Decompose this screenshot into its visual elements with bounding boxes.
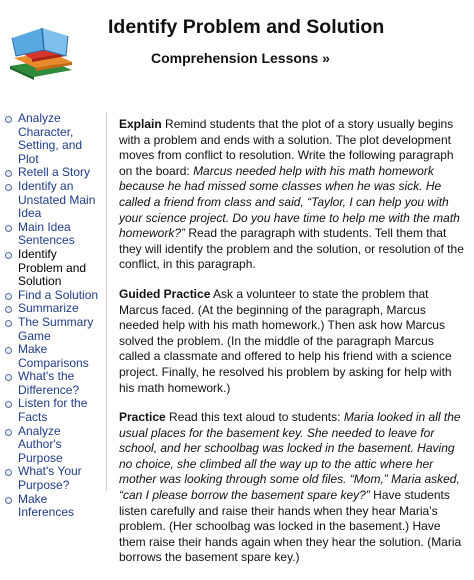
sidebar-item-label[interactable]: Make Comparisons	[18, 342, 89, 370]
sidebar-item-make-comparisons[interactable]	[0, 343, 106, 370]
bullet-icon	[5, 293, 12, 300]
bullet-icon	[5, 116, 12, 123]
sidebar-item-main-idea-sentences[interactable]	[0, 221, 106, 248]
sidebar-item-label[interactable]: Identify Problem and Solution	[18, 246, 87, 289]
sidebar-item-authors-purpose[interactable]	[0, 425, 106, 466]
bullet-icon	[5, 347, 12, 354]
bullet-icon	[5, 374, 12, 381]
sidebar-item-retell-story[interactable]	[0, 166, 106, 180]
page-header	[0, 0, 474, 92]
practice-paragraph	[119, 410, 466, 566]
bullet-icon	[5, 497, 12, 504]
books-icon	[6, 20, 78, 80]
maria-paragraph: Maria looked in all the usual places for the basement key. She needed to leave for school, and her schoolbag was locked in the basement. Having no choice, she climbed all the way up to the attic where her mother was looking through some old files. “Mom,” Maria asked, “can I please borrow the basement spare key?”	[119, 410, 461, 503]
guided-practice-text: Ask a volunteer to state the problem that Marcus faced. (At the beginning of the paragraph, Marcus needed help with his math homework.) Then ask how Marcus solved the problem. (In the middle of the paragraph Marcus called a classmate and offered to help his friend with a science project. Finally, he resolved his problem by asking for help with his math homework.)	[119, 286, 452, 395]
sidebar-item-label[interactable]: Listen for the Facts	[18, 396, 88, 425]
sidebar-item-summary-game[interactable]	[0, 316, 106, 343]
bullet-icon	[5, 184, 12, 191]
sidebar-item-label[interactable]: Analyze Author's Purpose	[18, 423, 63, 465]
guided-practice-heading: Guided Practice	[119, 286, 211, 301]
explain-paragraph	[119, 117, 466, 273]
lesson-content	[119, 117, 466, 580]
lesson-nav-list	[0, 112, 106, 520]
sidebar-item-label[interactable]: What's Your Purpose?	[18, 464, 82, 493]
comprehension-lessons-link[interactable]: Comprehension Lessons »	[151, 50, 330, 66]
sidebar-item-unstated-main-idea[interactable]	[0, 180, 106, 221]
sidebar-item-label[interactable]: Find a Solution	[18, 287, 99, 302]
sidebar-item-label[interactable]: Identify an Unstated Main Idea	[18, 178, 96, 221]
sidebar-item-label[interactable]: Main Idea Sentences	[18, 219, 75, 248]
sidebar-item-label[interactable]: The Summary Game	[18, 314, 94, 343]
bullet-icon	[5, 225, 12, 232]
bullet-icon	[5, 429, 12, 436]
explain-text: Remind students that the plot of a story usually begins with a problem and ends with a solution. The plot development moves from conflict to resolution. Write the following paragraph on the board:	[119, 117, 454, 178]
explain-heading: Explain	[119, 117, 162, 131]
practice-text-continued: Have students listen carefully and raise their hands when they hear Maria’s problem. (Her schoolbag was locked in the basement.) Have them raise their hands again when they hear the solution. (Maria borrows the basement spare key.)	[119, 488, 462, 565]
sidebar-item-make-inferences[interactable]	[0, 493, 106, 520]
sidebar-item-label[interactable]: Analyze Character, Setting, and Plot	[18, 111, 83, 166]
sidebar-item-analyze-character[interactable]	[0, 112, 106, 166]
sidebar-item-listen-facts[interactable]	[0, 397, 106, 424]
bullet-icon	[5, 306, 12, 313]
sidebar-item-label[interactable]: Summarize	[18, 301, 79, 316]
practice-heading: Practice	[119, 410, 166, 425]
bullet-icon	[5, 170, 12, 177]
sidebar-item-problem-solution[interactable]	[0, 248, 106, 289]
sidebar-item-find-solution[interactable]	[0, 289, 106, 303]
sidebar-item-summarize[interactable]	[0, 302, 106, 316]
sidebar-item-label[interactable]: Make Inferences	[18, 491, 75, 520]
sidebar-item-label[interactable]: What's the Difference?	[18, 369, 80, 397]
page-title: Identify Problem and Solution	[108, 16, 385, 38]
marcus-paragraph: Marcus needed help with his math homework because he had missed some classes when he was sick. He called a friend from class and said, “Taylor, I can help you with your science project. Do you have time to help me with the math homework?”	[119, 163, 460, 241]
bullet-icon	[5, 401, 12, 408]
bullet-icon	[5, 252, 12, 259]
sidebar-item-label[interactable]: Retell a Story	[18, 165, 91, 180]
bullet-icon	[5, 320, 12, 327]
sidebar-item-whats-difference[interactable]	[0, 370, 106, 397]
lesson-sidebar	[0, 111, 107, 520]
guided-practice-paragraph	[119, 287, 466, 396]
bullet-icon	[5, 469, 12, 476]
sidebar-item-whats-your-purpose[interactable]	[0, 465, 106, 492]
explain-text-continued: Read the paragraph with students. Tell them that they will identify the problem and the solution, or resolution of the conflict, in this paragraph.	[119, 226, 464, 272]
practice-text: Read this text aloud to students:	[165, 410, 344, 425]
